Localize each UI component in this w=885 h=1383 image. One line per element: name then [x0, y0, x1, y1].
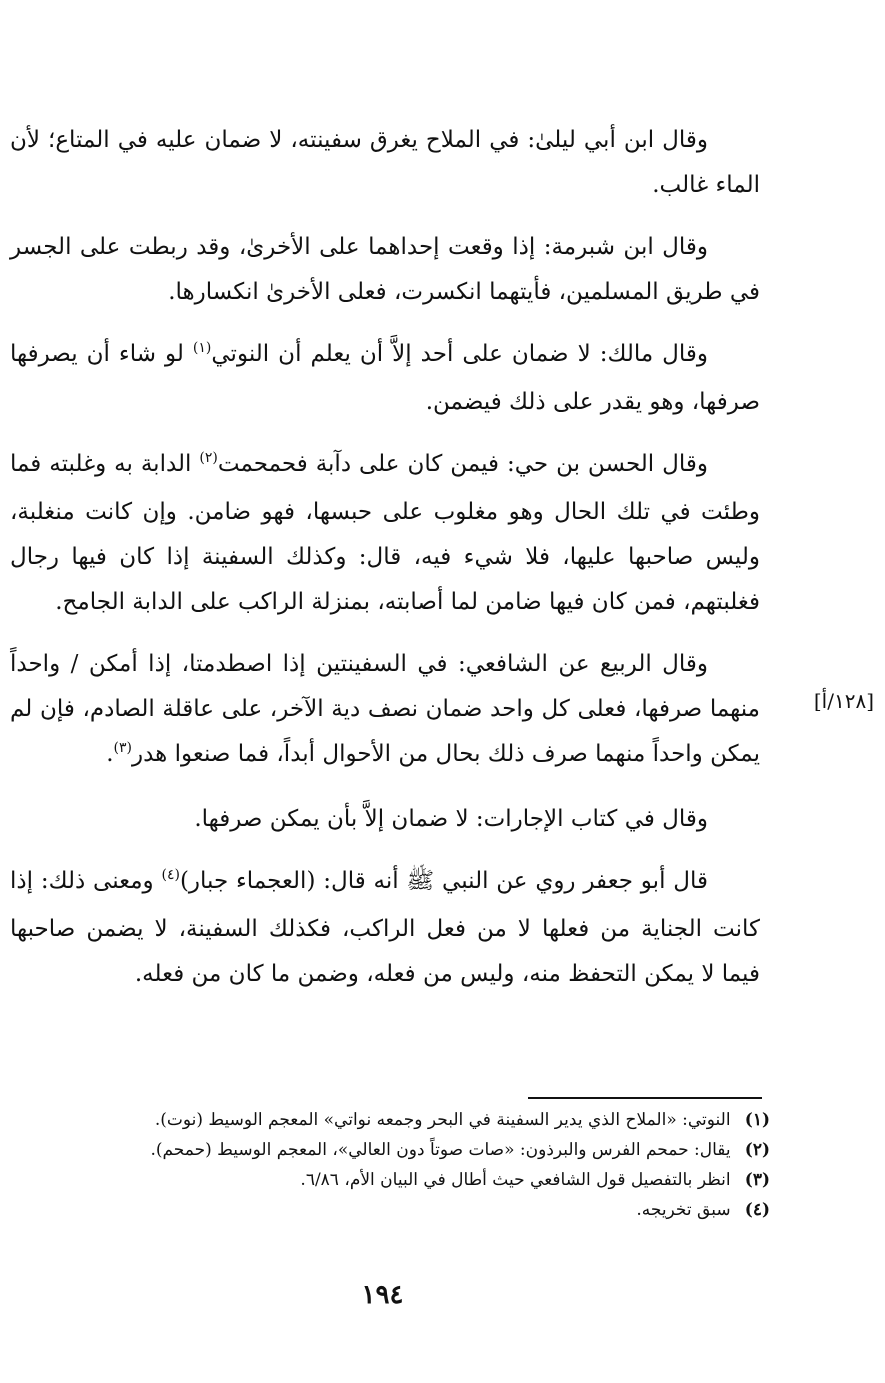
page-number: ١٩٤ [361, 1280, 404, 1310]
footnote [10, 1135, 770, 1165]
footnote-ref[interactable]: (٤) [161, 867, 180, 883]
paragraph [10, 442, 760, 625]
paragraph-text: وقال ابن أبي ليلىٰ: في الملاح يغرق سفينته، لا ضمان عليه في المتاع؛ لأن الماء غالب. [10, 127, 760, 198]
footnote-number: (٤) [744, 1200, 770, 1220]
footnote [10, 1165, 770, 1195]
paragraph-text: . [106, 741, 114, 767]
footnote-text: النوتي: «الملاح الذي يدير السفينة في البحر وجمعه نواتي» المعجم الوسيط (نوت). [154, 1110, 731, 1130]
footnote [10, 1105, 770, 1135]
footnote [10, 1195, 770, 1225]
paragraph-text: وقال في كتاب الإجارات: لا ضمان إلاَّ بأن يمكن صرفها. [194, 806, 708, 832]
footnote-ref[interactable]: (٣) [113, 740, 132, 756]
main-text [10, 118, 760, 1014]
paragraph-text: وقال الربيع عن الشافعي: في السفينتين إذا اصطدمتا، إذا أمكن / واحداً منهما صرفها، فعلى كل واحد ضمان نصف دية الآخر، على عاقلة الصادم، فإن لم يمكن واحداً منهما صرف ذلك بحال من الأحوال أبداً، فما صنعوا هدر [10, 651, 760, 767]
paragraph [10, 859, 760, 997]
paragraph-text: الدابة به وغلبته فما وطئت في تلك الحال وهو مغلوب على حبسها، فهو ضامن. وإن كانت منغلبة، وليس صاحبها عليها، فلا شيء فيه، قال: وكذلك السفينة إذا كان فيها رجال فغلبتهم، فمن كان فيها ضامن لما أصابته، بمنزلة الراكب على الدابة الجامح. [10, 451, 760, 615]
footnote-text: سبق تخريجه. [636, 1200, 731, 1220]
paragraph [10, 332, 760, 425]
paragraph-text: وقال مالك: لا ضمان على أحد إلاَّ أن يعلم أن النوتي [211, 341, 708, 367]
footnote-number: (١) [744, 1110, 770, 1130]
paragraph-text: ومعنى ذلك: إذا كانت الجناية من فعلها لا من فعل الراكب، فكذلك السفينة، لا يضمن صاحبها فيما لا يمكن التحفظ منه، وليس من فعله، وضمن ما كان من فعله. [10, 868, 760, 987]
footnote-number: (٢) [744, 1140, 770, 1160]
footnote-text: انظر بالتفصيل قول الشافعي حيث أطال في البيان الأم، ٦/٨٦. [300, 1170, 731, 1190]
footnotes [10, 1105, 770, 1225]
paragraph [10, 118, 760, 208]
footnote-ref[interactable]: (١) [192, 340, 212, 356]
paragraph [10, 797, 760, 842]
paragraph [10, 225, 760, 315]
footnote-ref[interactable]: (٢) [199, 450, 218, 466]
paragraph-text: وقال ابن شبرمة: إذا وقعت إحداهما على الأخرىٰ، وقد ربطت على الجسر في طريق المسلمين، فأيتهما انكسرت، فعلى الأخرىٰ انكسارها. [10, 234, 760, 305]
paragraph-text: لو شاء أن يصرفها صرفها، وهو يقدر على ذلك فيضمن. [10, 341, 760, 415]
footnote-text: يقال: حمحم الفرس والبرذون: «صات صوتاً دون العالي»، المعجم الوسيط (حمحم). [150, 1140, 731, 1160]
paragraph [10, 642, 760, 780]
footnote-divider [528, 1097, 762, 1099]
folio-marginal-note: [١٢٨/أ] [813, 689, 874, 713]
paragraph-text: قال أبو جعفر روي عن النبي ﷺ أنه قال: (العجماء جبار) [179, 868, 708, 894]
footnote-number: (٣) [744, 1170, 770, 1190]
paragraph-text: وقال الحسن بن حي: فيمن كان على دآبة فحمحمت [217, 451, 708, 477]
